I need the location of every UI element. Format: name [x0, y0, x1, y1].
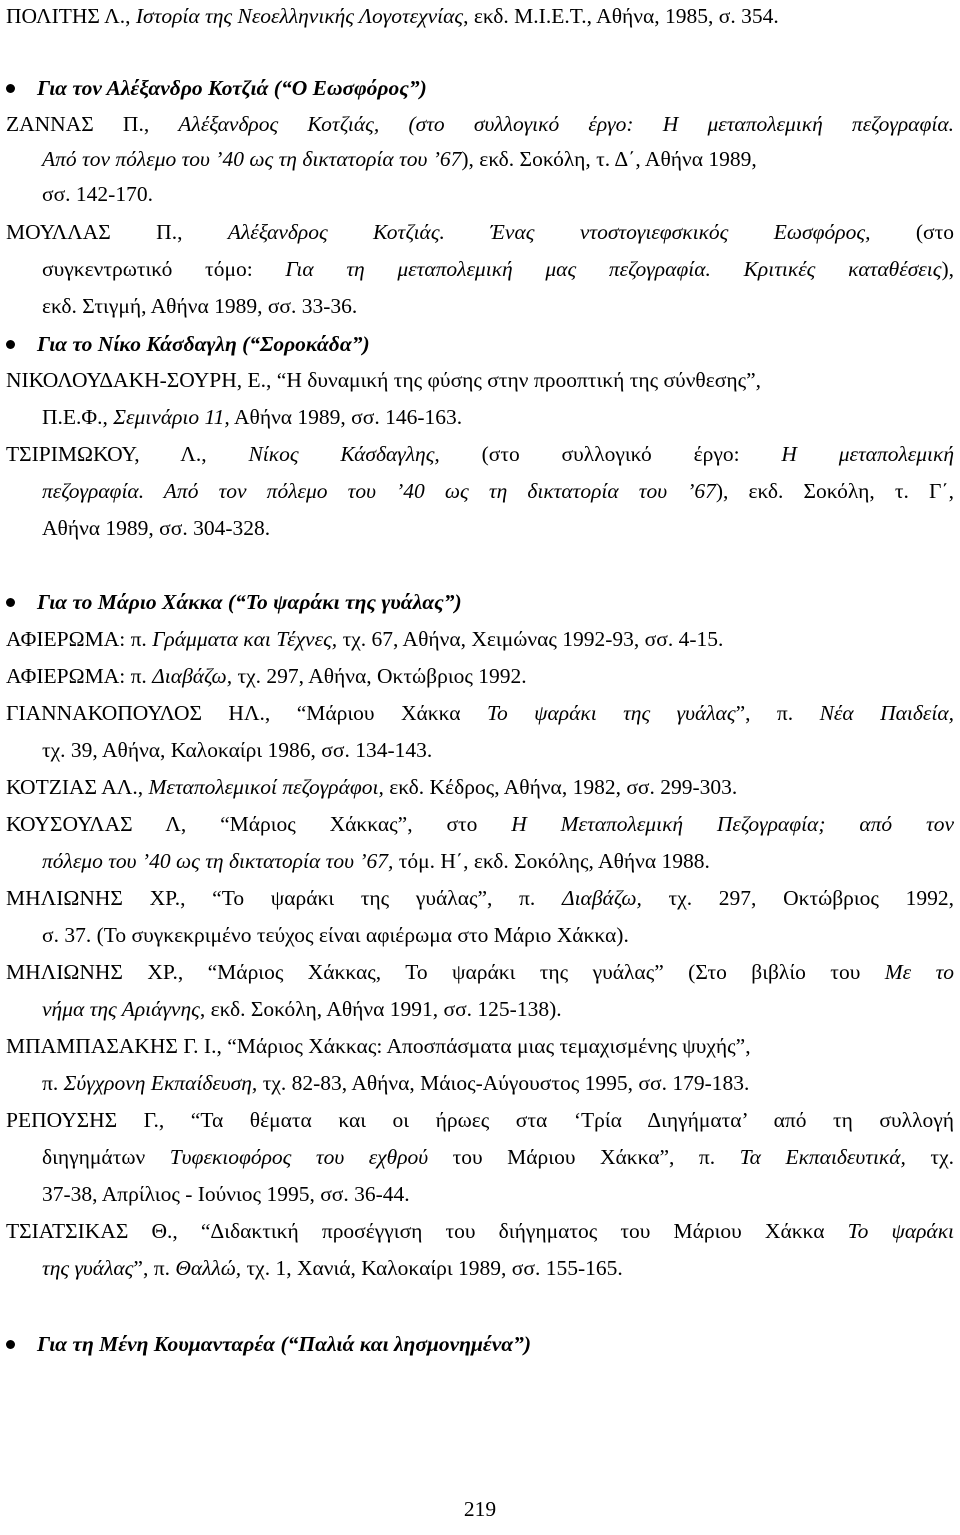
page-number: 219	[463, 1497, 497, 1521]
ref-details: τχ.	[905, 1145, 954, 1169]
section-heading-kasdaglis	[6, 330, 370, 358]
ref-details: , εκδ. Μ.Ι.Ε.Τ., Αθήνα, 1985, σ. 354.	[463, 4, 779, 28]
ref-title: Για τη μεταπολεμική μας πεζογραφία. Κριτικές καταθέσεις	[285, 257, 942, 281]
ref-details: εκδ. Στιγμή, Αθήνα 1989, σσ. 33-36.	[42, 294, 358, 318]
reference-milionis1-line2	[42, 921, 954, 949]
ref-title: Η μεταπολεμική	[781, 442, 954, 466]
section-heading-chakkas	[6, 588, 462, 616]
ref-details: διηγημάτων	[42, 1145, 170, 1169]
ref-details: συγκεντρωτικό τόμο:	[42, 257, 286, 281]
ref-author: ΜΟΥΛΛΑΣ Π.,	[6, 220, 228, 244]
ref-details: ), εκδ. Σοκόλη, τ. Δ΄, Αθήνα 1989,	[461, 147, 757, 171]
bullet-icon	[6, 598, 15, 607]
section-heading-text: Για τον Αλέξανδρο Κοτζιά (“Ο Εωσφόρος”)	[37, 76, 427, 100]
ref-title: Τυφεκιοφόρος του εχθρού	[169, 1145, 429, 1169]
reference-moullas-line2	[42, 255, 954, 283]
section-heading-text: Για το Μάριο Χάκκα (“Το ψαράκι της γυάλας”)	[37, 590, 462, 614]
ref-title: Μεταπολεμικοί πεζογράφοι,	[148, 775, 384, 799]
reference-nikoloudaki-line2	[42, 403, 954, 431]
reference-repousis-line2	[42, 1143, 954, 1171]
ref-details: 37-38, Απρίλιος - Ιούνιος 1995, σσ. 36-44.	[42, 1182, 410, 1206]
ref-title: Αλέξανδρος Κοτζιάς, (στο συλλογικό έργο: Η μεταπολεμική πεζογραφία.	[178, 112, 954, 136]
reference-kousoulas-line1	[6, 810, 954, 838]
ref-details: τχ. 1, Χανιά, Καλοκαίρι 1989, σσ. 155-165.	[241, 1256, 623, 1280]
reference-kotzias-al	[6, 773, 954, 801]
ref-details: ”, π.	[133, 1256, 176, 1280]
reference-tsiatsikas-line2	[42, 1254, 954, 1282]
ref-title: πόλεμο του ’40 ως τη δικτατορία του ’67,	[42, 849, 394, 873]
reference-giannakopoulos-line2	[42, 736, 954, 764]
ref-details: εκδ. Κέδρος, Αθήνα, 1982, σσ. 299-303.	[383, 775, 738, 799]
ref-details: Αθήνα 1989, σσ. 304-328.	[42, 516, 271, 540]
ref-details: Π.Ε.Φ.,	[42, 405, 114, 429]
ref-title: Σύγχρονη Εκπαίδευση,	[63, 1071, 258, 1095]
ref-text: ΡΕΠΟΥΣΗΣ Γ., “Τα θέματα και οι ήρωες στα ‘Τρία Διηγήματα’ από τη συλλογή	[6, 1108, 954, 1132]
ref-author: ΠΟΛΙΤΗΣ Λ.,	[6, 4, 136, 28]
ref-details: τχ. 82-83, Αθήνα, Μάιος-Αύγουστος 1995, σσ. 179-183.	[257, 1071, 750, 1095]
reference-afieroma-diavazo	[6, 662, 954, 690]
ref-author: ΚΟΤΖΙΑΣ ΑΛ.,	[6, 775, 149, 799]
section-heading-text: Για το Νίκο Κάσδαγλη (“Σοροκάδα”)	[37, 332, 370, 356]
ref-details: ),	[941, 257, 954, 281]
reference-mpampasakis-line2	[42, 1069, 954, 1097]
ref-title: Νίκος Κάσδαγλης,	[248, 442, 440, 466]
ref-title: Θαλλώ,	[175, 1256, 242, 1280]
ref-details: του Μάριου Χάκκα”, π.	[428, 1145, 740, 1169]
bullet-icon	[6, 340, 15, 349]
reference-zannas-line2	[42, 145, 954, 173]
ref-title: Τα Εκπαιδευτικά,	[739, 1145, 906, 1169]
ref-title: Το ψαράκι της γυάλας	[486, 701, 736, 725]
ref-details: σ. 37. (Το συγκεκριμένο τεύχος είναι αφιέρωμα στο Μάριο Χάκκα).	[42, 923, 629, 947]
ref-details: ”, π.	[735, 701, 820, 725]
ref-details: π.	[42, 1071, 64, 1095]
reference-afieroma-grammata	[6, 625, 954, 653]
reference-tsirimokou-line2	[42, 477, 954, 505]
reference-repousis-line3	[42, 1180, 954, 1208]
reference-tsiatsikas-line1	[6, 1217, 954, 1245]
reference-tsirimokou-line3	[42, 514, 954, 542]
ref-details: τχ. 67, Αθήνα, Χειμώνας 1992-93, σσ. 4-15.	[337, 627, 724, 651]
ref-title: Διαβάζω,	[561, 886, 642, 910]
ref-details: (στο	[870, 220, 954, 244]
ref-text: ΜΠΑΜΠΑΣΑΚΗΣ Γ. Ι., “Μάριος Χάκκας: Αποσπάσματα μιας τεμαχισμένης ψυχής”,	[6, 1034, 751, 1058]
reference-giannakopoulos-line1	[6, 699, 954, 727]
ref-title: Αλέξανδρος Κοτζιάς. Ένας ντοστογιεφσκικός Εωσφόρος,	[227, 220, 871, 244]
ref-title: Με το	[884, 960, 954, 984]
section-heading-koumantarea	[6, 1330, 531, 1358]
ref-title: Νέα Παιδεία,	[819, 701, 954, 725]
reference-zannas-line1	[6, 110, 954, 138]
ref-details: τχ. 297, Αθήνα, Οκτώβριος 1992.	[232, 664, 527, 688]
ref-author: ΤΣΙΡΙΜΩΚΟΥ, Λ.,	[6, 442, 249, 466]
ref-details: (στο συλλογικό έργο:	[439, 442, 782, 466]
reference-repousis-line1	[6, 1106, 954, 1134]
ref-author: ΜΗΛΙΩΝΗΣ ΧΡ., “Το ψαράκι της γυάλας”, π.	[6, 886, 562, 910]
reference-moullas-line1	[6, 218, 954, 246]
ref-details: ), εκδ. Σοκόλη, τ. Γ΄,	[715, 479, 954, 503]
reference-nikoloudaki-line1	[6, 366, 954, 394]
ref-title: Το ψαράκι	[847, 1219, 954, 1243]
section-heading-kotzias	[6, 74, 427, 102]
ref-details: τόμ. Η΄, εκδ. Σοκόλης, Αθήνα 1988.	[393, 849, 710, 873]
section-heading-text: Για τη Μένη Κουμανταρέα (“Παλιά και λησμονημένα”)	[37, 1332, 532, 1356]
ref-details: τχ. 297, Οκτώβριος 1992,	[641, 886, 954, 910]
ref-title: Η Μεταπολεμική Πεζογραφία; από τον	[511, 812, 954, 836]
reference-milionis2-line2	[42, 995, 954, 1023]
ref-author: ΤΣΙΑΤΣΙΚΑΣ Θ., “Διδακτική προσέγγιση του διήγηματος του Μάριου Χάκκα	[6, 1219, 848, 1243]
reference-kousoulas-line2	[42, 847, 954, 875]
reference-milionis2-line1	[6, 958, 954, 986]
ref-author: ΚΟΥΣΟΥΛΑΣ Λ, “Μάριος Χάκκας”, στο	[6, 812, 512, 836]
ref-title: πεζογραφία. Από τον πόλεμο του ’40 ως τη δικτατορία του ’67	[42, 479, 716, 503]
ref-author: ΜΗΛΙΩΝΗΣ ΧΡ., “Μάριος Χάκκας, Το ψαράκι της γυάλας” (Στο βιβλίο του	[6, 960, 885, 984]
reference-politis	[6, 2, 954, 30]
ref-title: νήμα της Αριάγνης	[42, 997, 200, 1021]
ref-text: ΝΙΚΟΛΟΥΔΑΚΗ-ΣΟΥΡΗ, Ε., “Η δυναμική της φύσης στην προοπτική της σύνθεσης”,	[6, 368, 762, 392]
ref-title: Γράμματα και Τέχνες,	[152, 627, 338, 651]
ref-author: ΑΦΙΕΡΩΜΑ: π.	[6, 664, 153, 688]
reference-tsirimokou-line1	[6, 440, 954, 468]
ref-title: Ιστορία της Νεοελληνικής Λογοτεχνίας	[135, 4, 464, 28]
ref-title: Από τον πόλεμο του ’40 ως τη δικτατορία του ’67	[42, 147, 462, 171]
ref-details: σσ. 142-170.	[42, 182, 153, 206]
reference-mpampasakis-line1	[6, 1032, 954, 1060]
ref-title: Σεμινάριο 11,	[113, 405, 230, 429]
bullet-icon	[6, 1340, 15, 1349]
ref-author: ΑΦΙΕΡΩΜΑ: π.	[6, 627, 153, 651]
reference-zannas-line3	[42, 180, 954, 208]
ref-title: Διαβάζω,	[152, 664, 233, 688]
reference-milionis1-line1	[6, 884, 954, 912]
ref-title: της γυάλας	[42, 1256, 134, 1280]
ref-details: τχ. 39, Αθήνα, Καλοκαίρι 1986, σσ. 134-143.	[42, 738, 433, 762]
bullet-icon	[6, 84, 15, 93]
ref-author: ΖΑΝΝΑΣ Π.,	[6, 112, 179, 136]
ref-details: Αθήνα 1989, σσ. 146-163.	[229, 405, 463, 429]
ref-author: ΓΙΑΝΝΑΚΟΠΟΥΛΟΣ ΗΛ., “Μάριου Χάκκα	[6, 701, 487, 725]
ref-details: , εκδ. Σοκόλη, Αθήνα 1991, σσ. 125-138).	[199, 997, 562, 1021]
reference-moullas-line3	[42, 292, 954, 320]
